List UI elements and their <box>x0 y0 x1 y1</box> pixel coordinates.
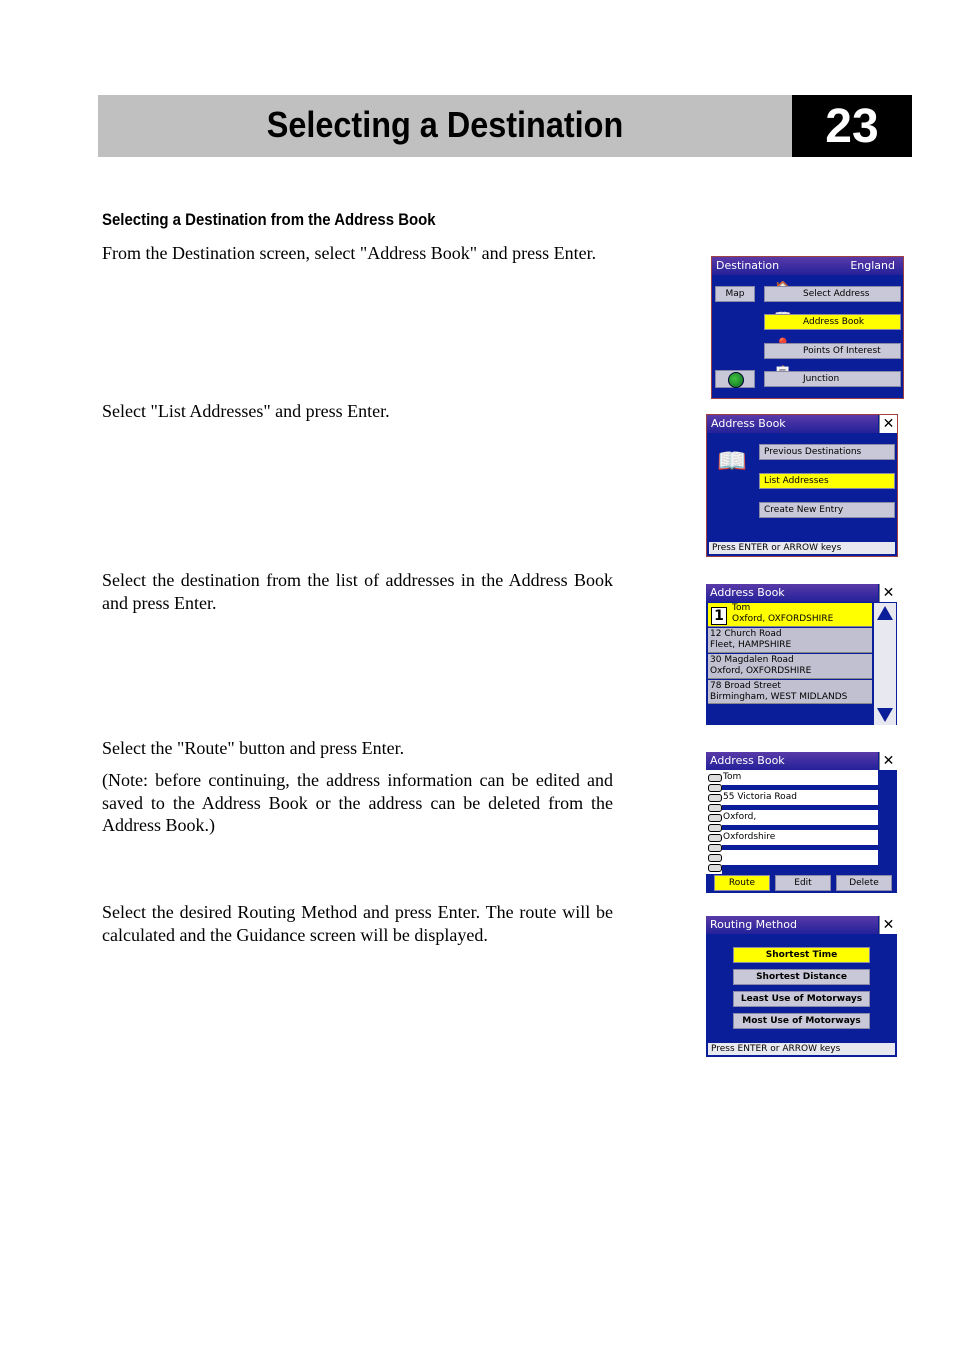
create-new-entry-button[interactable]: Create New Entry <box>759 502 895 518</box>
spiral-ring <box>708 834 722 842</box>
entry-line2: Fleet, HAMPSHIRE <box>710 640 792 650</box>
section-heading: Selecting a Destination from the Address Book <box>102 210 436 229</box>
screen-title: Address Book <box>711 417 786 430</box>
spiral-ring <box>708 844 722 852</box>
route-button[interactable]: Route <box>714 875 770 891</box>
most-motorways-option[interactable]: Most Use of Motorways <box>733 1013 870 1029</box>
spiral-ring <box>708 794 722 802</box>
instruction-paragraph: Select the destination from the list of addresses in the Address Book and press Enter. <box>102 570 613 613</box>
list-item[interactable] <box>708 680 872 704</box>
book-icon: 📖 <box>717 447 747 475</box>
close-icon[interactable]: ✕ <box>879 752 897 770</box>
county-field[interactable]: Oxfordshire <box>722 830 878 847</box>
delete-button[interactable]: Delete <box>836 875 892 891</box>
select-address-button[interactable]: Select Address <box>764 286 901 302</box>
scroll-down-icon[interactable] <box>877 708 893 722</box>
address-list-screen <box>706 584 897 725</box>
list-item[interactable] <box>708 603 872 627</box>
status-bar: Press ENTER or ARROW keys <box>708 1043 895 1055</box>
entry-line2: Birmingham, WEST MIDLANDS <box>710 692 848 702</box>
status-bar: Press ENTER or ARROW keys <box>709 542 895 554</box>
street-field[interactable]: 55 Victoria Road <box>722 790 878 807</box>
screen-title: Address Book <box>710 586 785 599</box>
shortest-time-option[interactable]: Shortest Time <box>733 947 870 963</box>
routing-method-screen <box>706 916 897 1057</box>
page-title: Selecting a Destination <box>266 104 624 145</box>
destination-screen <box>711 256 904 399</box>
list-item[interactable] <box>708 628 872 653</box>
screen-title-bar <box>706 584 878 602</box>
screen-title-bar <box>712 257 903 275</box>
map-button[interactable]: Map <box>715 286 755 302</box>
least-motorways-option[interactable]: Least Use of Motorways <box>733 991 870 1007</box>
edit-button[interactable]: Edit <box>775 875 831 891</box>
scrollbar[interactable] <box>874 603 896 725</box>
instruction-paragraph: Select the "Route" button and press Enter. <box>102 738 405 758</box>
list-item[interactable] <box>708 654 872 679</box>
address-book-menu-screen <box>706 414 898 557</box>
list-addresses-button[interactable]: List Addresses <box>759 473 895 489</box>
instruction-paragraph: Select "List Addresses" and press Enter. <box>102 401 390 421</box>
points-of-interest-button[interactable]: Points Of Interest <box>764 343 901 359</box>
close-icon[interactable]: ✕ <box>879 584 897 602</box>
spiral-ring <box>708 784 722 792</box>
screen-title: Address Book <box>710 754 785 767</box>
spiral-ring <box>708 774 722 782</box>
spiral-ring <box>708 854 722 862</box>
entry-line1: 78 Broad Street <box>710 681 781 691</box>
city-field[interactable]: Oxford, <box>722 810 878 827</box>
name-field[interactable]: Tom <box>722 770 878 787</box>
page-number: 23 <box>792 95 912 157</box>
junction-button[interactable]: Junction <box>764 371 901 387</box>
address-book-button[interactable]: Address Book <box>764 314 901 330</box>
previous-destinations-button[interactable]: Previous Destinations <box>759 444 895 460</box>
close-icon[interactable]: ✕ <box>879 916 897 934</box>
instruction-paragraph: Select the desired Routing Method and press Enter. The route will be calculated and the Guidance screen will be displayed. <box>102 902 613 945</box>
entry-line1: 30 Magdalen Road <box>710 655 794 665</box>
screen-title: Routing Method <box>710 918 797 931</box>
screen-title-bar <box>707 415 878 433</box>
globe-button[interactable] <box>715 370 755 388</box>
spiral-binding <box>706 770 722 874</box>
extra-field[interactable] <box>722 850 878 867</box>
screen-title: Destination <box>716 259 780 272</box>
screen-title-bar <box>706 916 878 934</box>
entry-line1: Tom <box>732 603 751 613</box>
region-label: England <box>850 259 895 272</box>
address-detail-screen <box>706 752 897 893</box>
entry-line2: Oxford, OXFORDSHIRE <box>710 666 812 676</box>
spiral-ring <box>708 814 722 822</box>
selected-number: 1 <box>711 607 727 625</box>
entry-line1: 12 Church Road <box>710 629 782 639</box>
shortest-distance-option[interactable]: Shortest Distance <box>733 969 870 985</box>
spiral-ring <box>708 824 722 832</box>
note-paragraph: (Note: before continuing, the address information can be edited and saved to the Address Book or the address can be deleted from the Address Book.) <box>102 770 613 835</box>
scroll-up-icon[interactable] <box>877 606 893 620</box>
screen-title-bar <box>706 752 878 770</box>
close-icon[interactable]: ✕ <box>879 415 897 433</box>
entry-line2: Oxford, OXFORDSHIRE <box>732 614 834 624</box>
globe-icon <box>728 372 744 388</box>
spiral-ring <box>708 804 722 812</box>
instruction-paragraph: From the Destination screen, select "Address Book" and press Enter. <box>102 243 597 263</box>
spiral-ring <box>708 864 722 872</box>
